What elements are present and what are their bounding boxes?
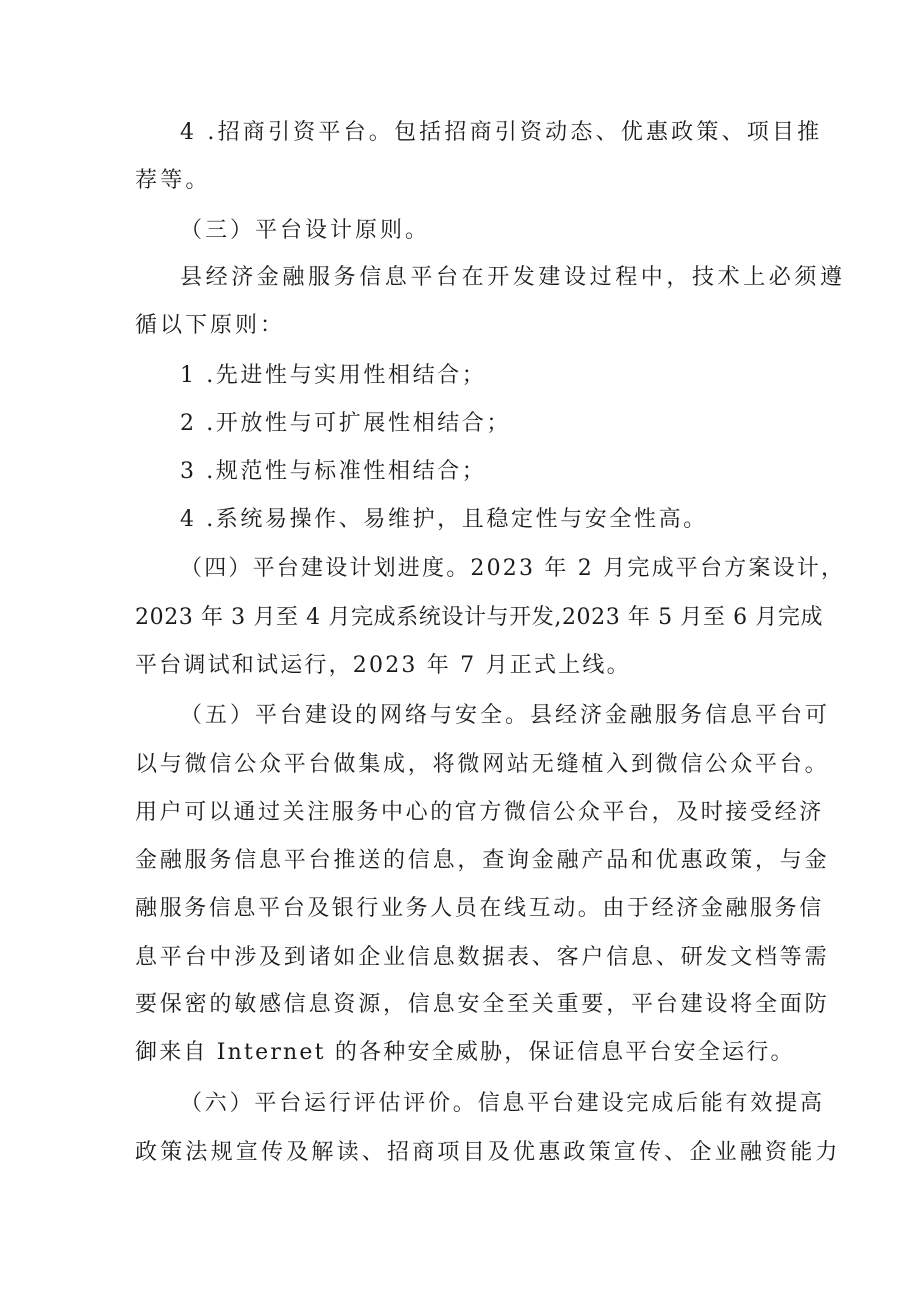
principle-item-4: 4 .系统易操作、易维护，且稳定性与安全性高。 <box>180 507 708 532</box>
paragraph-line: 平台调试和试运行，2023 年 7 月正式上线。 <box>135 653 631 678</box>
section-heading-design-principles: （三）平台设计原则。 <box>180 218 431 243</box>
paragraph-line: 融服务信息平台及银行业务人员在线互动。由于经济金融服务信 <box>135 896 824 921</box>
paragraph-line: 循以下原则： <box>135 313 286 338</box>
principle-item-3: 3 .规范性与标准性相结合； <box>180 459 487 484</box>
paragraph-line: 御来自 Internet 的各种安全威胁，保证信息平台安全运行。 <box>135 1040 795 1065</box>
paragraph-line: 用户可以通过关注服务中心的官方微信公众平台，及时接受经济 <box>135 800 824 825</box>
paragraph-line: 要保密的敏感信息资源，信息安全至关重要，平台建设将全面防 <box>135 992 830 1017</box>
paragraph-line: 政策法规宣传及解读、招商项目及优惠政策宣传、企业融资能力 <box>135 1140 841 1165</box>
section-heading-evaluation: （六）平台运行评估评价。信息平台建设完成后能有效提高 <box>180 1091 825 1116</box>
paragraph-line: 以与微信公众平台做集成，将微网站无缝植入到微信公众平台。 <box>135 752 830 777</box>
paragraph-line: 2023 年 3 月至 4 月完成系统设计与开发,2023 年 5 月至 6 月完成 <box>135 605 824 630</box>
paragraph-line: 县经济金融服务信息平台在开发建设过程中，技术上必须遵 <box>180 265 846 290</box>
section-heading-network-security: （五）平台建设的网络与安全。县经济金融服务信息平台可 <box>180 703 831 728</box>
list-item-investment-platform: 4 .招商引资平台。包括招商引资动态、优惠政策、项目推 <box>180 120 823 145</box>
paragraph-line: 金融服务信息平台推送的信息，查询金融产品和优惠政策，与金 <box>135 848 830 873</box>
principle-item-2: 2 .开放性与可扩展性相结合； <box>180 411 511 436</box>
section-heading-schedule: （四）平台建设计划进度。2023 年 2 月完成平台方案设计， <box>180 556 846 581</box>
paragraph-line: 息平台中涉及到诸如企业信息数据表、客户信息、研发文档等需 <box>135 945 830 970</box>
text-line: 荐等。 <box>135 168 211 193</box>
principle-item-1: 1 .先进性与实用性相结合； <box>180 363 487 388</box>
